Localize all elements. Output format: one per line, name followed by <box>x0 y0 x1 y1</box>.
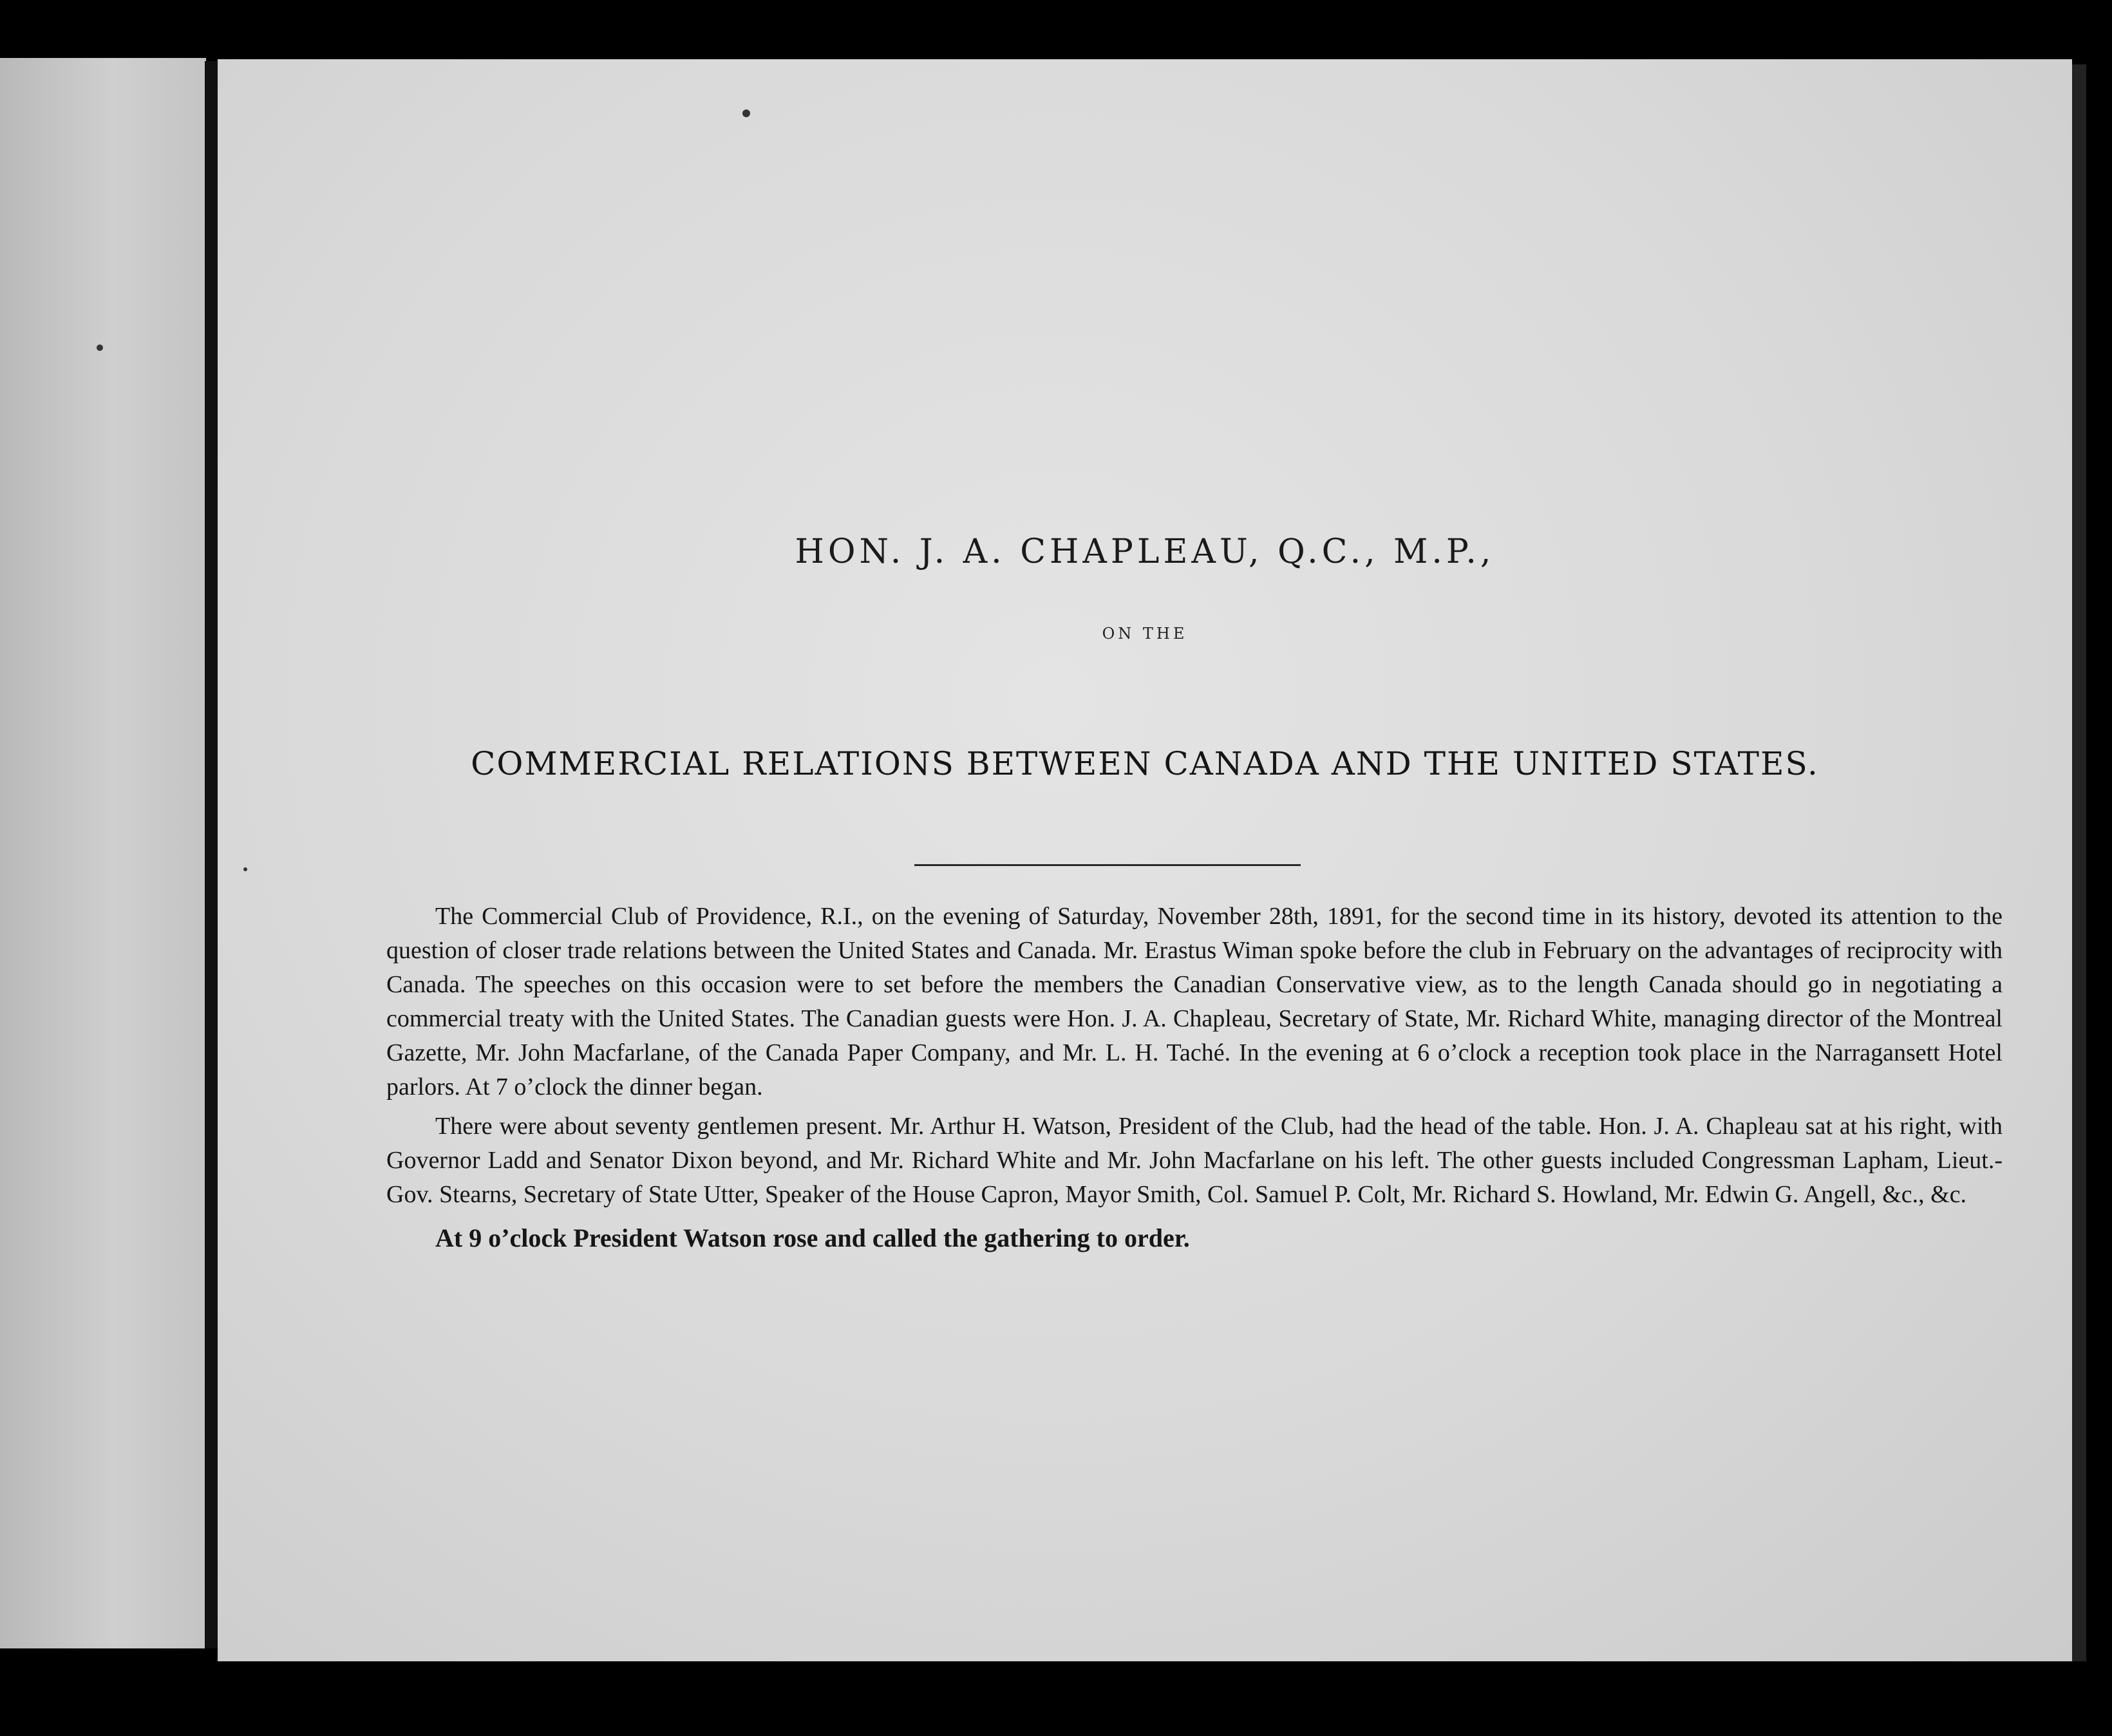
paragraph-guests: There were about seventy gentlemen present. Mr. Arthur H. Watson, President of the Club, had the head of the table. Hon. J. A. Chapleau sat at his right, with Governor Ladd and Senator Dixon beyond, and Mr. Richard White and Mr. John Macfarlane on his left. The other guests included Congressman Lapham, Lieut.-Gov. Stearns, Secretary of State Utter, Speaker of the House Capron, Mayor Smith, Col. Samuel P. Colt, Mr. Richard S. Howland, Mr. Edwin G. Angell, &c., &c. <box>386 1113 2003 1208</box>
paper-speck <box>243 867 247 871</box>
document-subtitle: COMMERCIAL RELATIONS BETWEEN CANADA AND THE UNITED STATES. <box>471 745 1819 782</box>
paper-speck <box>742 109 750 117</box>
document-page <box>218 59 2072 1661</box>
paper-speck <box>97 344 103 351</box>
left-page-edge <box>0 58 206 1648</box>
right-page-edge <box>2072 64 2086 1661</box>
document-title: HON. J. A. CHAPLEAU, Q.C., M.P., <box>795 533 1495 571</box>
document-body <box>386 900 2003 1260</box>
paragraph-intro: The Commercial Club of Providence, R.I., on the evening of Saturday, November 28th, 1891, for the second time in its history, devoted its attention to the question of closer trade relations between the United States and Canada. Mr. Erastus Wiman spoke before the club in February on the advantages of reciprocity with Canada. The speeches on this occasion were to set before the members the Canadian Conservative view, as to the length Canada should go in negotiating a commercial treaty with the United States. The Canadian guests were Hon. J. A. Chapleau, Secretary of State, Mr. Richard White, managing director of the Montreal Gazette, Mr. John Macfarlane, of the Canada Paper Company, and Mr. L. H. Taché. In the evening at 6 o’clock a reception took place in the Narragansett Hotel parlors. At 7 o’clock the dinner began. <box>386 903 2003 1100</box>
document-connector: ON THE <box>1102 625 1188 643</box>
title-divider <box>914 864 1301 866</box>
book-gutter <box>205 61 218 1648</box>
paragraph-order: At 9 o’clock President Watson rose and called the gathering to order. <box>435 1223 1190 1252</box>
